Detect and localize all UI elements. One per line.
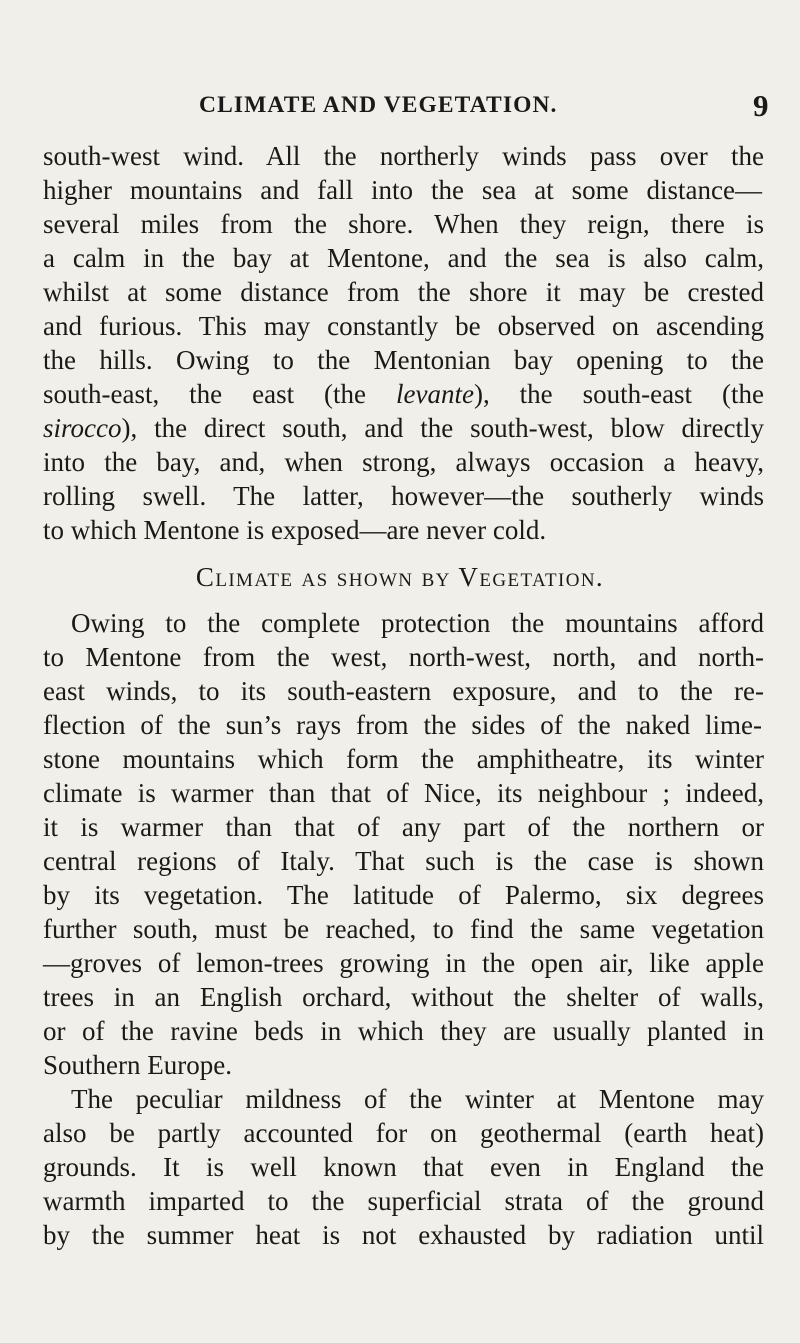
italic-term-sirocco: sirocco <box>43 413 122 443</box>
text-line: several miles from the shore. When they reign, there is <box>43 209 764 239</box>
text-line: also be partly accounted for on geothermal (earth heat) <box>43 1118 764 1148</box>
text-line: it is warmer than that of any part of the northern or <box>43 812 764 842</box>
text-line: by its vegetation. The latitude of Palermo, six degrees <box>43 880 764 910</box>
text-line: sirocco), the direct south, and the south-west, blow directly <box>43 413 764 443</box>
text-line: a calm in the bay at Mentone, and the sea is also calm, <box>43 243 764 273</box>
section-heading: Climate as shown by Vegetation. <box>195 562 605 592</box>
running-title: CLIMATE AND VEGETATION. <box>199 92 558 118</box>
text-line: rolling swell. The latter, however—the southerly winds <box>43 481 764 511</box>
text-line: central regions of Italy. That such is the case is shown <box>43 846 764 876</box>
text-line: east winds, to its south-eastern exposure, and to the re- <box>43 676 764 706</box>
text-line: and furious. This may constantly be observed on ascending <box>43 311 764 341</box>
text-line: further south, must be reached, to find the same vegetation <box>43 914 764 944</box>
text-line: trees in an English orchard, without the shelter of walls, <box>43 982 764 1012</box>
text-line: south-west wind. All the northerly winds pass over the <box>43 141 764 171</box>
text-line: by the summer heat is not exhausted by radiation until <box>43 1220 764 1250</box>
text-line: or of the ravine beds in which they are usually planted in <box>43 1016 764 1046</box>
text-line: to which Mentone is exposed—are never cold. <box>43 515 547 545</box>
running-head <box>0 88 800 128</box>
text-line: into the bay, and, when strong, always occasion a heavy, <box>43 447 764 477</box>
text-line: stone mountains which form the amphitheatre, its winter <box>43 744 764 774</box>
text-line: Southern Europe. <box>43 1050 232 1080</box>
text-line: The peculiar mildness of the winter at Mentone may <box>71 1084 764 1114</box>
text-line: higher mountains and fall into the sea at some distance— <box>43 175 762 205</box>
page-number: 9 <box>753 88 769 123</box>
text-line: —groves of lemon-trees growing in the open air, like apple <box>43 948 764 978</box>
text-line: whilst at some distance from the shore it may be crested <box>43 277 764 307</box>
text-line: south-east, the east (the levante), the south-east (the <box>43 379 764 409</box>
text-line: Owing to the complete protection the mountains afford <box>71 608 764 638</box>
text-line: climate is warmer than that of Nice, its neighbour ; indeed, <box>43 778 764 808</box>
text-line: the hills. Owing to the Mentonian bay opening to the <box>43 345 764 375</box>
italic-term-levante: levante <box>395 379 474 409</box>
text-line: to Mentone from the west, north-west, north, and north- <box>43 642 764 672</box>
text-line: grounds. It is well known that even in England the <box>43 1152 764 1182</box>
text-line: flection of the sun’s rays from the sides of the naked lime- <box>43 710 762 740</box>
text-line: warmth imparted to the superficial strata of the ground <box>43 1186 764 1216</box>
